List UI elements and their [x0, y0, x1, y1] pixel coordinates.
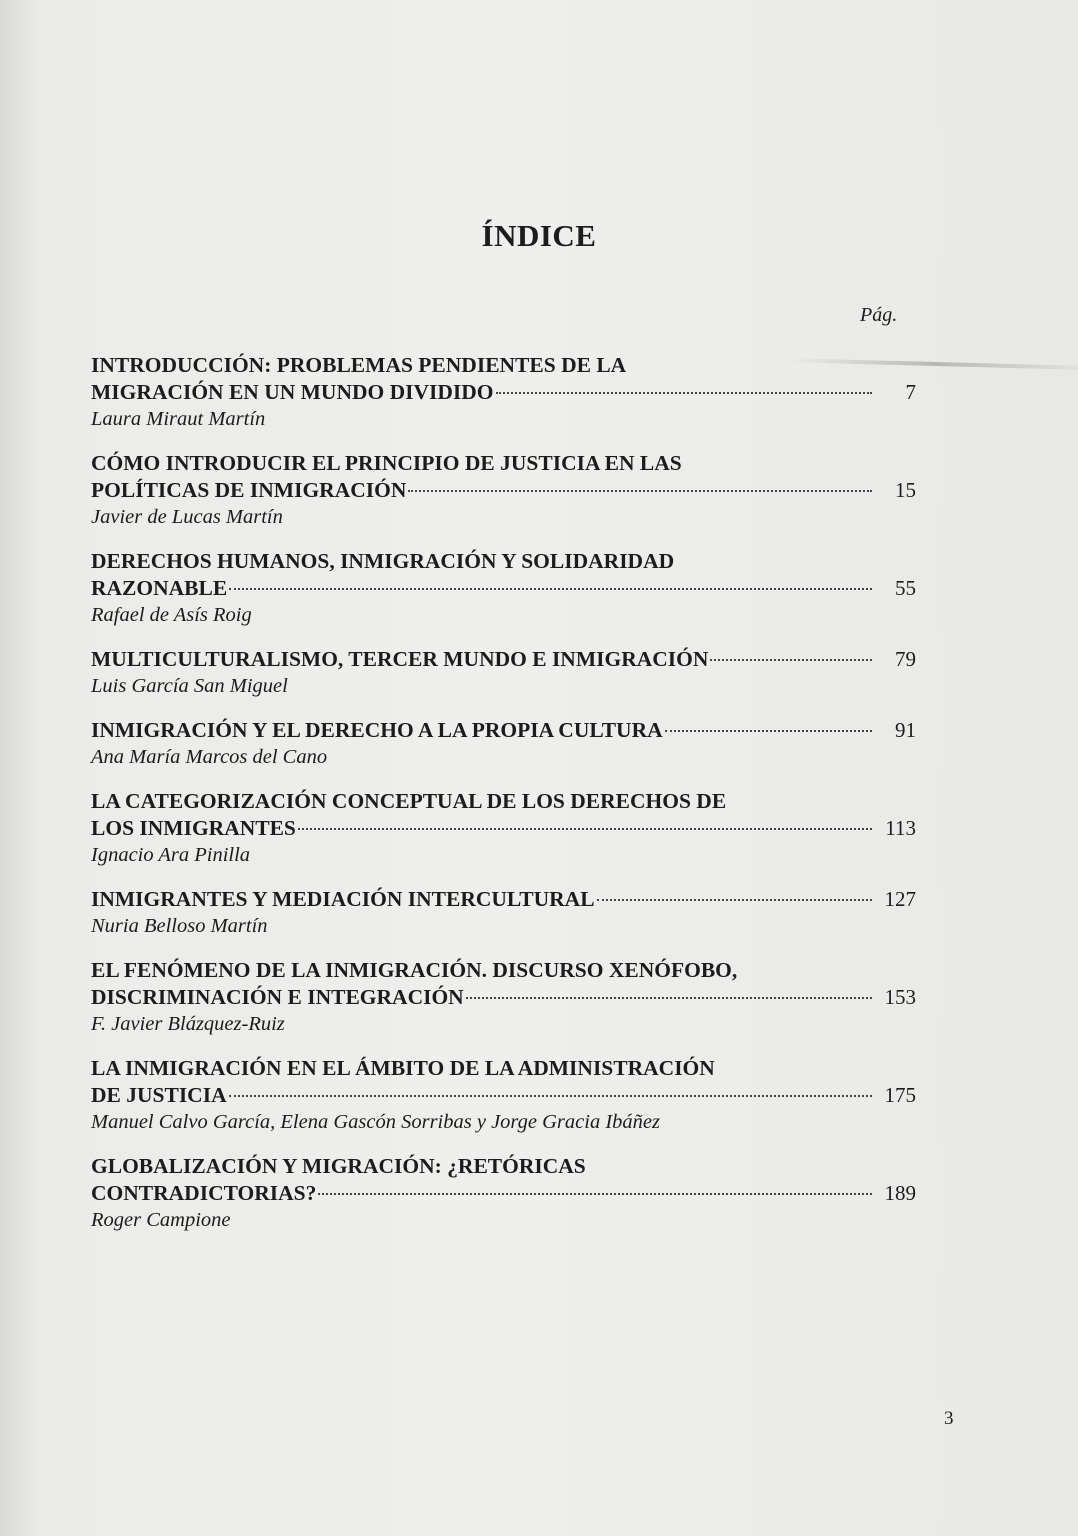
toc-entry-author: Ignacio Ara Pinilla — [91, 844, 251, 866]
toc-entry-title — [91, 352, 916, 406]
toc-title-line: DERECHOS HUMANOS, INMIGRACIÓN Y SOLIDARIDAD — [91, 549, 675, 573]
toc-entry-author: Nuria Belloso Martín — [91, 915, 268, 937]
toc-entry-author: Luis García San Miguel — [91, 675, 288, 697]
dot-leader — [710, 659, 872, 661]
toc-title-last-line — [91, 646, 916, 673]
toc-title-line: MULTICULTURALISMO, TERCER MUNDO E INMIGRACIÓN — [91, 647, 709, 671]
toc-entry-title — [91, 886, 916, 913]
toc-entry-title — [91, 646, 916, 673]
toc-page-number: 55 — [895, 576, 916, 600]
toc-title-line: INMIGRANTES Y MEDIACIÓN INTERCULTURAL — [91, 887, 595, 911]
toc-entry[interactable] — [91, 450, 916, 530]
toc-entry-title — [91, 788, 916, 842]
toc-title-line: RAZONABLE — [91, 576, 228, 600]
dot-leader — [318, 1193, 872, 1195]
toc-title-line: LA INMIGRACIÓN EN EL ÁMBITO DE LA ADMINISTRACIÓN — [91, 1056, 715, 1080]
dot-leader — [597, 899, 872, 901]
table-of-contents — [91, 352, 916, 1251]
toc-entry[interactable] — [91, 886, 916, 939]
toc-title-last-line — [91, 1180, 916, 1207]
toc-title-line: CONTRADICTORIAS? — [91, 1181, 317, 1205]
toc-entry-author: Laura Miraut Martín — [91, 408, 266, 430]
toc-title-line: EL FENÓMENO DE LA INMIGRACIÓN. DISCURSO XENÓFOBO, — [91, 958, 738, 982]
toc-page-number: 91 — [895, 718, 916, 742]
toc-title-last-line — [91, 815, 916, 842]
toc-title-last-line — [91, 1082, 916, 1109]
toc-title-last-line — [91, 886, 916, 913]
toc-title-line: LA CATEGORIZACIÓN CONCEPTUAL DE LOS DERECHOS DE — [91, 789, 727, 813]
toc-title-line: LOS INMIGRANTES — [91, 816, 296, 840]
toc-page-number: 189 — [884, 1181, 916, 1205]
toc-title-last-line — [91, 477, 916, 504]
toc-title-line: DE JUSTICIA — [91, 1083, 227, 1107]
dot-leader — [408, 490, 872, 492]
toc-title-line: CÓMO INTRODUCIR EL PRINCIPIO DE JUSTICIA EN LAS — [91, 451, 682, 475]
toc-entry-author: Javier de Lucas Martín — [91, 506, 283, 528]
toc-page-number: 113 — [885, 816, 916, 840]
toc-title-line: MIGRACIÓN EN UN MUNDO DIVIDIDO — [91, 380, 494, 404]
toc-entry[interactable] — [91, 646, 916, 699]
toc-entry[interactable] — [91, 548, 916, 628]
toc-page-number: 127 — [884, 887, 916, 911]
page-number: 3 — [944, 1408, 954, 1429]
toc-entry[interactable] — [91, 352, 916, 432]
toc-entry-author: F. Javier Blázquez-Ruiz — [91, 1013, 285, 1035]
toc-entry-title — [91, 548, 916, 602]
toc-entry[interactable] — [91, 1153, 916, 1233]
toc-entry-title — [91, 1153, 916, 1207]
toc-page-number: 15 — [895, 478, 916, 502]
dot-leader — [665, 730, 872, 732]
dot-leader — [298, 828, 872, 830]
index-heading: ÍNDICE — [481, 218, 597, 253]
toc-page-number: 7 — [905, 380, 916, 404]
toc-entry-author: Roger Campione — [91, 1209, 231, 1231]
toc-entry-author: Ana María Marcos del Cano — [91, 746, 328, 768]
toc-title-last-line — [91, 379, 916, 406]
toc-title-last-line — [91, 575, 916, 602]
toc-entry-author: Rafael de Asís Roig — [91, 604, 252, 626]
toc-title-last-line — [91, 717, 916, 744]
toc-entry-title — [91, 717, 916, 744]
toc-entry[interactable] — [91, 717, 916, 770]
toc-title-line: INTRODUCCIÓN: PROBLEMAS PENDIENTES DE LA — [91, 353, 627, 377]
dot-leader — [466, 997, 872, 999]
toc-entry-title — [91, 450, 916, 504]
page-column-label: Pág. — [860, 304, 898, 326]
toc-entry-title — [91, 1055, 916, 1109]
toc-page-number: 79 — [895, 647, 916, 671]
toc-title-line: INMIGRACIÓN Y EL DERECHO A LA PROPIA CULTURA — [91, 718, 663, 742]
toc-title-last-line — [91, 984, 916, 1011]
toc-entry[interactable] — [91, 957, 916, 1037]
toc-title-line: GLOBALIZACIÓN Y MIGRACIÓN: ¿RETÓRICAS — [91, 1154, 586, 1178]
toc-title-line: POLÍTICAS DE INMIGRACIÓN — [91, 478, 407, 502]
toc-entry[interactable] — [91, 1055, 916, 1135]
toc-page-number: 175 — [884, 1083, 916, 1107]
toc-page-number: 153 — [884, 985, 916, 1009]
dot-leader — [496, 392, 872, 394]
toc-entry-title — [91, 957, 916, 1011]
toc-entry[interactable] — [91, 788, 916, 868]
toc-title-line: DISCRIMINACIÓN E INTEGRACIÓN — [91, 985, 464, 1009]
dot-leader — [229, 588, 872, 590]
toc-entry-author: Manuel Calvo García, Elena Gascón Sorribas y Jorge Gracia Ibáñez — [91, 1111, 660, 1133]
dot-leader — [229, 1095, 872, 1097]
